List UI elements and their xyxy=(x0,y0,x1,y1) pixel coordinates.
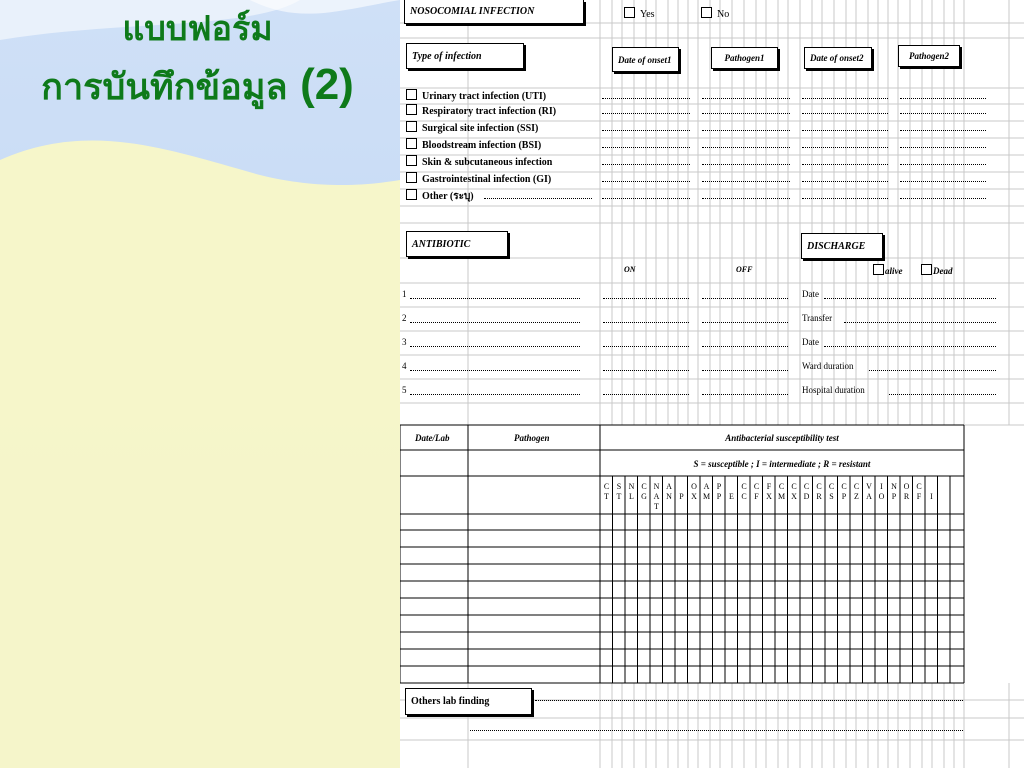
slide-title xyxy=(0,8,395,112)
antibiotic-abbreviation: C T xyxy=(603,482,610,501)
infection-item[interactable] xyxy=(406,155,552,168)
date-onset1-header xyxy=(612,47,679,72)
antibiotic-abbreviation: C F xyxy=(916,482,922,501)
alive-checkbox[interactable] xyxy=(873,264,884,275)
nosocomial-yes-option[interactable] xyxy=(624,7,655,20)
no-label: No xyxy=(717,9,730,20)
infection-item[interactable] xyxy=(406,89,546,102)
pathogen-header: Pathogen xyxy=(514,433,550,443)
antibiotic-entry-line[interactable] xyxy=(410,322,580,323)
antibiotic-abbreviation: N L xyxy=(628,482,635,501)
no-checkbox[interactable] xyxy=(701,7,712,18)
infection-entry-line[interactable] xyxy=(900,198,986,199)
discharge-field-label: Date xyxy=(802,337,819,347)
infection-entry-line[interactable] xyxy=(702,113,790,114)
infection-label: Urinary tract infection (UTI) xyxy=(422,91,547,102)
antibiotic-off-label: OFF xyxy=(736,265,753,274)
antibiotic-row-number: 5 xyxy=(402,385,407,395)
antibiotic-entry-line[interactable] xyxy=(702,322,788,323)
nosocomial-no-option[interactable] xyxy=(701,7,729,20)
antibiotic-abbreviation: P xyxy=(679,492,684,501)
infection-entry-line[interactable] xyxy=(802,113,888,114)
antibiotic-abbreviation: N A T xyxy=(653,482,660,511)
infection-entry-line[interactable] xyxy=(602,147,690,148)
susceptibility-legend: S = susceptible ; I = intermediate ; R = resistant xyxy=(693,459,871,469)
antibiotic-abbreviation: I O xyxy=(878,482,885,501)
antibiotic-abbreviation: A N xyxy=(666,482,672,501)
type-of-infection-label: Type of infection xyxy=(412,50,482,62)
infection-checkbox[interactable] xyxy=(406,155,417,166)
antibiotic-abbreviation: C S xyxy=(828,482,835,501)
infection-entry-line[interactable] xyxy=(702,164,790,165)
slide-title-line2 xyxy=(0,57,395,112)
antibiotic-entry-line[interactable] xyxy=(410,394,580,395)
pathogen1-label: Pathogen1 xyxy=(724,53,765,63)
antibiotic-abbreviation: O X xyxy=(691,482,697,501)
infection-entry-line[interactable] xyxy=(900,98,986,99)
yes-label: Yes xyxy=(640,9,655,20)
discharge-dead-option[interactable] xyxy=(921,264,953,276)
infection-entry-line[interactable] xyxy=(702,147,790,148)
antibiotic-abbreviation: F X xyxy=(766,482,772,501)
infection-item[interactable] xyxy=(406,121,538,134)
pathogen2-label: Pathogen2 xyxy=(908,51,949,61)
discharge-field-label: Hospital duration xyxy=(802,385,865,395)
discharge-entry-line[interactable] xyxy=(869,370,996,371)
antibiotic-row-number: 4 xyxy=(402,361,407,371)
dead-checkbox[interactable] xyxy=(921,264,932,275)
antibiotic-abbreviation: C R xyxy=(816,482,822,501)
antibiotic-abbreviation: C X xyxy=(791,482,797,501)
antibiotic-entry-line[interactable] xyxy=(603,394,689,395)
infection-entry-line[interactable] xyxy=(702,98,790,99)
antibiotic-abbreviation: C C xyxy=(741,482,747,501)
antibiotic-abbreviation: O R xyxy=(903,482,910,501)
type-of-infection-box xyxy=(406,43,524,69)
antibiotic-abbreviation: C F xyxy=(753,482,760,501)
infection-checkbox[interactable] xyxy=(406,189,417,200)
antibiotic-abbreviation: I xyxy=(930,492,933,501)
infection-checkbox[interactable] xyxy=(406,89,417,100)
antibiotic-row-number: 1 xyxy=(402,289,407,299)
infection-entry-line[interactable] xyxy=(602,130,690,131)
infection-entry-line[interactable] xyxy=(702,181,790,182)
infection-entry-line[interactable] xyxy=(802,164,888,165)
date-onset2-label: Date of onset2 xyxy=(810,53,864,63)
infection-entry-line[interactable] xyxy=(900,130,986,131)
antibiotic-abbreviation: C D xyxy=(803,482,810,501)
infection-label: Bloodstream infection (BSI) xyxy=(422,140,542,151)
antibiotic-abbreviation: C G xyxy=(641,482,647,501)
infection-entry-line[interactable] xyxy=(602,164,690,165)
infection-entry-line[interactable] xyxy=(602,113,690,114)
antibiotic-abbreviation: S T xyxy=(616,482,622,501)
discharge-field-label: Ward duration xyxy=(802,361,854,371)
infection-entry-line[interactable] xyxy=(802,130,888,131)
slide-title-number: (2) xyxy=(300,59,354,109)
discharge-entry-line[interactable] xyxy=(824,298,996,299)
infection-label: Other (ระบุ) xyxy=(422,191,474,202)
antibiotic-row-number: 2 xyxy=(402,313,407,323)
antibiotic-on-label: ON xyxy=(624,265,636,274)
dead-label: Dead xyxy=(933,266,953,276)
date-lab-header: Date/Lab xyxy=(415,433,450,443)
infection-item[interactable] xyxy=(406,172,551,185)
infection-item[interactable] xyxy=(406,189,474,202)
alive-label: alive xyxy=(885,266,903,276)
slide-title-line1: แบบฟอร์ม xyxy=(122,9,273,49)
date-onset2-header xyxy=(804,47,872,69)
infection-checkbox[interactable] xyxy=(406,104,417,115)
infection-item[interactable] xyxy=(406,104,556,117)
others-lab-line-1[interactable] xyxy=(535,700,963,701)
slide-title-text: การบันทึกข้อมูล xyxy=(41,65,288,108)
antibiotic-abbreviation: C M xyxy=(777,482,786,501)
discharge-box xyxy=(801,233,883,259)
infection-checkbox[interactable] xyxy=(406,138,417,149)
decorative-wave xyxy=(0,0,400,768)
infection-entry-line[interactable] xyxy=(900,181,986,182)
infection-entry-line[interactable] xyxy=(602,198,690,199)
infection-entry-line[interactable] xyxy=(900,164,986,165)
discharge-alive-option[interactable] xyxy=(873,264,903,276)
antibiotic-label: ANTIBIOTIC xyxy=(412,238,471,250)
antibiotic-abbreviation: C Z xyxy=(853,482,860,501)
infection-entry-line[interactable] xyxy=(702,198,790,199)
discharge-label: DISCHARGE xyxy=(807,240,866,252)
infection-record-form xyxy=(400,0,1024,768)
antibiotic-entry-line[interactable] xyxy=(702,298,788,299)
infection-entry-line[interactable] xyxy=(802,198,888,199)
infection-entry-line[interactable] xyxy=(802,147,888,148)
antibiotic-abbreviation: N P xyxy=(891,482,897,501)
infection-checkbox[interactable] xyxy=(406,172,417,183)
yes-checkbox[interactable] xyxy=(624,7,635,18)
pathogen2-header xyxy=(898,45,960,67)
others-lab-finding-box xyxy=(405,688,532,715)
nosocomial-label: NOSOCOMIAL INFECTION xyxy=(410,6,535,17)
antibiotic-entry-line[interactable] xyxy=(702,346,788,347)
susceptibility-test-title: Antibacterial susceptibility test xyxy=(725,433,839,443)
discharge-field-label: Date xyxy=(802,289,819,299)
others-lab-line-2[interactable] xyxy=(470,730,963,731)
antibiotic-abbreviation: C P xyxy=(841,482,847,501)
infection-entry-line[interactable] xyxy=(602,181,690,182)
infection-label: Respiratory tract infection (RI) xyxy=(422,106,557,117)
antibiotic-entry-line[interactable] xyxy=(410,298,580,299)
antibiotic-entry-line[interactable] xyxy=(603,370,689,371)
antibiotic-entry-line[interactable] xyxy=(702,370,788,371)
infection-label: Skin & subcutaneous infection xyxy=(422,157,553,168)
infection-entry-line[interactable] xyxy=(900,147,986,148)
discharge-entry-line[interactable] xyxy=(824,346,996,347)
date-onset1-label: Date of onset1 xyxy=(618,54,672,65)
antibiotic-box xyxy=(406,231,508,257)
pathogen1-header xyxy=(711,47,778,69)
infection-checkbox[interactable] xyxy=(406,121,417,132)
antibiotic-entry-line[interactable] xyxy=(702,394,788,395)
infection-entry-line[interactable] xyxy=(900,113,986,114)
infection-entry-line[interactable] xyxy=(602,98,690,99)
antibiotic-entry-line[interactable] xyxy=(603,322,689,323)
nosocomial-infection-box xyxy=(404,0,584,24)
antibiotic-abbreviation: V A xyxy=(866,482,872,501)
infection-entry-line[interactable] xyxy=(802,98,888,99)
discharge-entry-line[interactable] xyxy=(844,322,996,323)
antibiotic-abbreviation: P P xyxy=(716,482,722,501)
antibiotic-entry-line[interactable] xyxy=(410,370,580,371)
discharge-entry-line[interactable] xyxy=(889,394,996,395)
infection-label: Gastrointestinal infection (GI) xyxy=(422,174,552,185)
infection-entry-line[interactable] xyxy=(802,181,888,182)
other-specify-line[interactable] xyxy=(484,198,592,199)
antibiotic-entry-line[interactable] xyxy=(603,298,689,299)
antibiotic-entry-line[interactable] xyxy=(603,346,689,347)
others-lab-finding-label: Others lab finding xyxy=(411,696,490,707)
antibiotic-abbreviation: A M xyxy=(702,482,711,501)
antibiotic-abbreviation: E xyxy=(729,492,734,501)
infection-entry-line[interactable] xyxy=(702,130,790,131)
infection-item[interactable] xyxy=(406,138,541,151)
discharge-field-label: Transfer xyxy=(802,313,833,323)
antibiotic-entry-line[interactable] xyxy=(410,346,580,347)
antibiotic-row-number: 3 xyxy=(402,337,407,347)
infection-label: Surgical site infection (SSI) xyxy=(422,123,539,134)
